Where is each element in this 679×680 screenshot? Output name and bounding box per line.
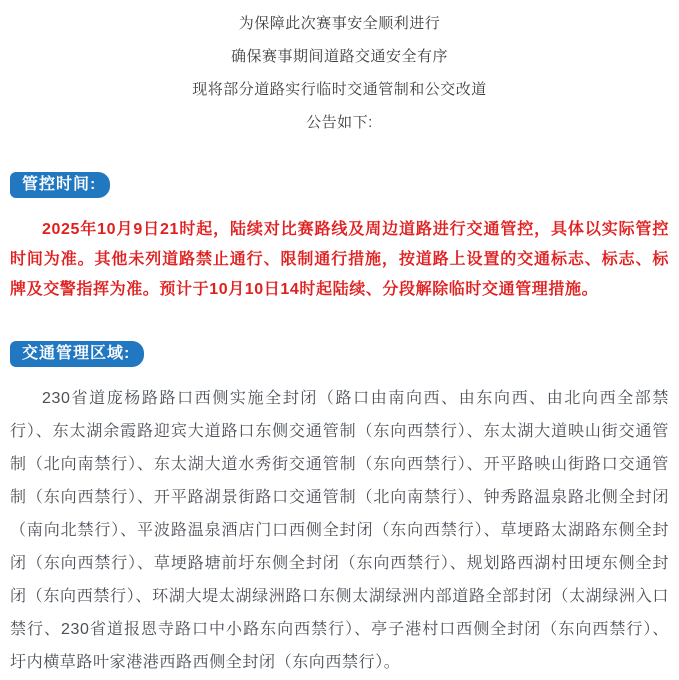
management-area-paragraph: 230省道庞杨路路口西侧实施全封闭（路口由南向西、由东向西、由北向西全部禁行）、东太湖余霞路迎宾大道路口东侧交通管制（东向西禁行）、东太湖大道映山街交通管制（北向南禁行）、东太湖大道水秀街交通管制（东向西禁行）、开平路映山街路口交通管制（东向西禁行）、开平路湖景街路口交通管制（北向南禁行）、钟秀路温泉路北侧全封闭（南向北禁行）、平波路温泉酒店门口西侧全封闭（东向西禁行）、草埂路太湖路东侧全封闭（东向西禁行）、草埂路塘前圩东侧全封闭（东向西禁行）、规划路西湖村田埂东侧全封闭（东向西禁行）、环湖大堤太湖绿洲路口东侧太湖绿洲内部道路全部封闭（太湖绿洲入口禁行、230省道报恩寺路口中小路东向西禁行）、亭子港村口西侧全封闭（东向西禁行）、圩内横草路叶家港港西路西侧全封闭（东向西禁行）。 — [10, 390, 669, 671]
section-control-time — [10, 139, 669, 305]
announcement-intro — [10, 7, 669, 139]
intro-line-3: 现将部分道路实行临时交通管制和公交改道 — [192, 81, 487, 98]
intro-line-1: 为保障此次赛事安全顺利进行 — [238, 15, 441, 32]
control-time-paragraph: 2025年10月9日21时起，陆续对比赛路线及周边道路进行交通管控，具体以实际管控时间为准。其他未列道路禁止通行、限制通行措施，按道路上设置的交通标志、标志、标牌及交警指挥为准。预计于10月10日14时起陆续、分段解除临时交通管理措施。 — [10, 221, 669, 298]
section-banner-control-time: 管控时间: — [10, 172, 110, 198]
section-management-area — [10, 305, 669, 679]
intro-line-4: 公告如下: — [306, 114, 373, 131]
intro-line-2: 确保赛事期间道路交通安全有序 — [230, 48, 448, 65]
section-banner-management-area: 交通管理区域: — [10, 341, 144, 367]
